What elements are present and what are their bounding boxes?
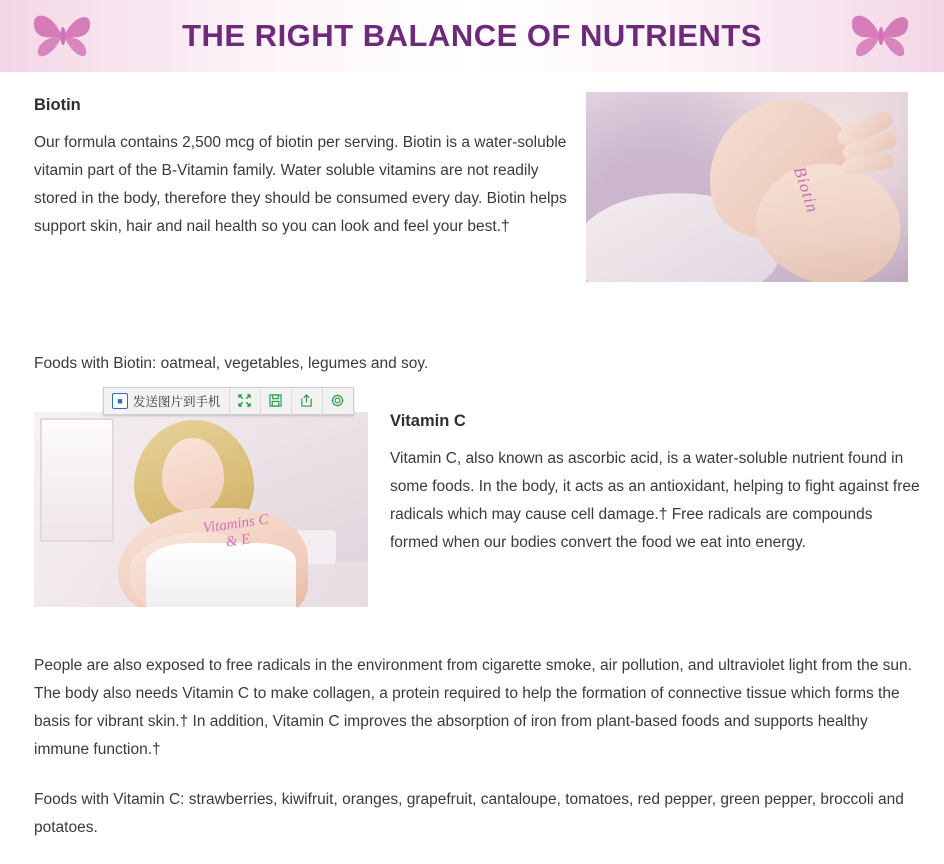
- butterfly-icon: [846, 6, 916, 66]
- biotin-photo: [586, 92, 908, 282]
- face-shape: [162, 438, 224, 512]
- page-title: THE RIGHT BALANCE OF NUTRIENTS: [182, 18, 762, 53]
- expand-icon: [238, 394, 252, 408]
- share-button[interactable]: [292, 388, 323, 414]
- vitamin-c-section: [390, 412, 920, 575]
- page-banner: [0, 0, 944, 72]
- vitamin-c-paragraph: Vitamin C, also known as ascorbic acid, is a water-soluble nutrient found in some foods. In the body, it acts as an antioxidant, helping to fight against free radicals which may cause cell damage.† Free radicals are compounds formed when our bodies convert the food we eat into energy.: [390, 450, 920, 551]
- biotin-section: [34, 96, 574, 259]
- free-radicals-paragraph: People are also exposed to free radicals in the environment from cigarette smoke, air pollution, and ultraviolet light from the sun. The body also needs Vitamin C to make collagen, a protein required to help the formation of connective tissue which forms the basis for vibrant skin.† In addition, Vitamin C improves the absorption of iron from plant-based foods and supports healthy immune function.†: [34, 657, 912, 758]
- biotin-paragraph: Our formula contains 2,500 mcg of biotin per serving. Biotin is a water-soluble vitamin part of the B-Vitamin family. Water soluble vitamins are not readily stored in the body, therefore they should be consumed every day. Biotin helps support skin, hair and nail health so you can look and feel your best.†: [34, 134, 567, 235]
- vitamin-c-heading: Vitamin C: [390, 412, 466, 430]
- butterfly-icon: [28, 6, 98, 66]
- biotin-image: [586, 92, 908, 282]
- vitamins-skin-text: Vitamins C & E: [201, 511, 270, 551]
- gear-icon: [331, 394, 345, 408]
- settings-button[interactable]: [323, 388, 353, 414]
- save-icon: [269, 394, 283, 408]
- window-shape: [40, 418, 114, 542]
- image-hover-toolbar[interactable]: [103, 387, 354, 415]
- save-button[interactable]: [261, 388, 292, 414]
- towel-wrap-shape: [146, 543, 296, 607]
- send-to-phone-button[interactable]: [104, 388, 230, 414]
- biotin-foods-text: Foods with Biotin: oatmeal, vegetables, legumes and soy.: [34, 355, 429, 372]
- vitamin-c-image: [34, 412, 368, 607]
- biotin-heading: Biotin: [34, 96, 81, 114]
- share-icon: [300, 394, 314, 408]
- vitamin-photo: [34, 412, 368, 607]
- vitamin-c-foods-paragraph: Foods with Vitamin C: strawberries, kiwifruit, oranges, grapefruit, cantaloupe, tomatoes, red pepper, green pepper, broccoli and potatoes.: [34, 791, 904, 836]
- send-to-phone-icon: ■: [112, 393, 128, 409]
- biotin-skin-text: Biotin: [789, 164, 823, 216]
- expand-button[interactable]: [230, 388, 261, 414]
- send-to-phone-label: 发送图片到手机: [133, 395, 221, 409]
- lower-section: [34, 652, 919, 864]
